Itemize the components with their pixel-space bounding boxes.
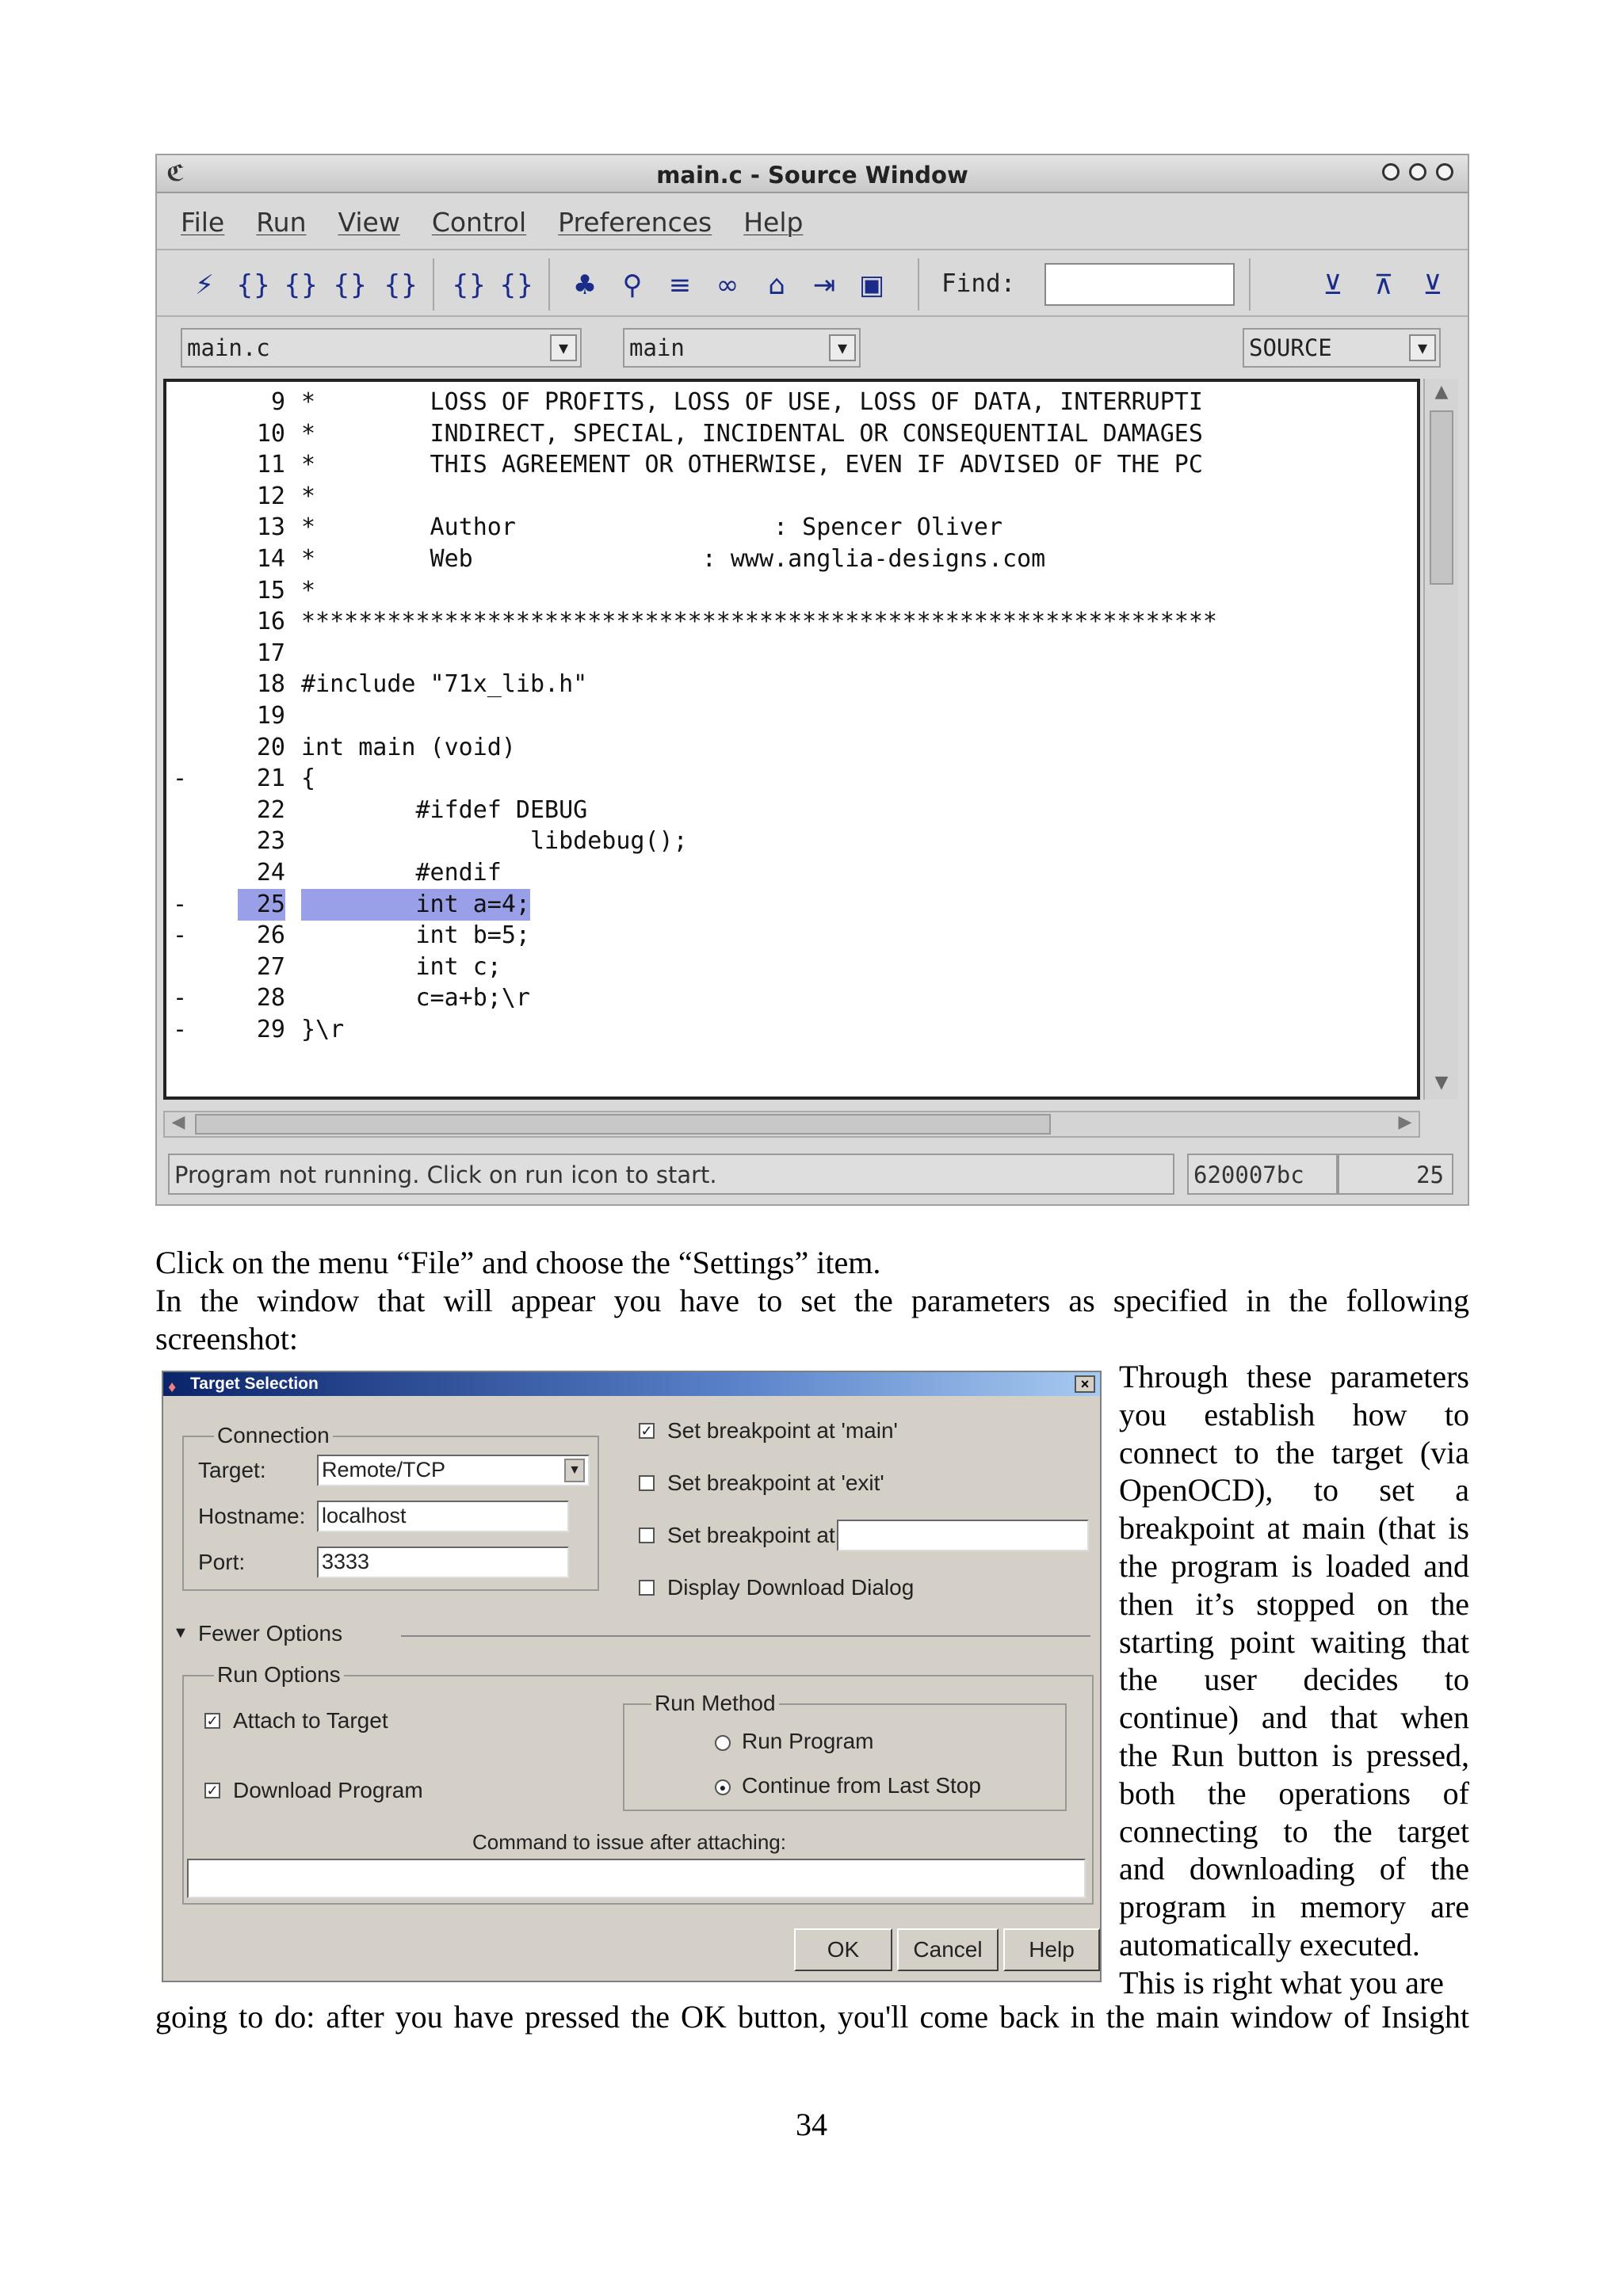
side-text-line: OpenOCD), to set a	[1119, 1472, 1469, 1508]
code-line[interactable]	[166, 857, 1419, 889]
status-address: 620007bc	[1187, 1154, 1338, 1195]
line-number: 27	[256, 952, 285, 981]
run-program-label: Run Program	[742, 1729, 874, 1753]
watch-icon[interactable]: ⚲	[622, 269, 643, 301]
file-combo-value: main.c	[187, 334, 270, 361]
code-text: * THIS AGREEMENT OR OTHERWISE, EVEN IF ADVISED OF THE PC	[301, 451, 1203, 479]
menu-run[interactable]: Run	[256, 206, 307, 238]
line-number: 20	[256, 733, 285, 761]
continue-last-stop-label: Continue from Last Stop	[742, 1773, 981, 1798]
side-text-line: continue) and that when	[1119, 1699, 1469, 1736]
help-button[interactable]: Help	[1003, 1928, 1100, 1971]
title-bar	[157, 155, 1468, 193]
breakpoint-marker[interactable]: -	[173, 890, 188, 918]
set-breakpoint-main-label: Set breakpoint at 'main'	[667, 1418, 898, 1443]
line-number: 14	[256, 545, 285, 573]
window-controls	[1382, 163, 1453, 181]
side-text-line: connecting to the target	[1119, 1813, 1469, 1849]
side-text-line: the Run button is pressed,	[1119, 1737, 1469, 1773]
code-line[interactable]	[166, 889, 1419, 921]
instruction-text: going to do: after you have pressed the OK button, you'll come back in the main window of Insight	[155, 1999, 1469, 2035]
menu-control[interactable]: Control	[431, 206, 527, 238]
side-text-line: then it’s stopped on the	[1119, 1585, 1469, 1622]
finish-icon[interactable]: {}	[333, 269, 368, 301]
code-text: int a=4;	[301, 889, 530, 921]
toolbar-separator	[1249, 258, 1251, 311]
code-line[interactable]	[166, 1014, 1419, 1046]
code-line[interactable]	[166, 700, 1419, 732]
code-line[interactable]	[166, 920, 1419, 952]
attach-to-target-label: Attach to Target	[233, 1708, 388, 1733]
line-number: 29	[256, 1016, 285, 1043]
set-breakpoint-at-checkbox[interactable]	[639, 1527, 655, 1543]
side-text-line: and downloading of the	[1119, 1851, 1469, 1887]
code-line[interactable]	[166, 449, 1419, 481]
line-number: 21	[256, 765, 285, 793]
source-code-pane[interactable]	[163, 379, 1420, 1100]
code-text: int c;	[301, 952, 502, 981]
scroll-thumb[interactable]	[195, 1114, 1051, 1135]
maximize-icon[interactable]	[1409, 163, 1426, 181]
scroll-left-icon[interactable]: ◀	[171, 1112, 185, 1132]
hostname-field[interactable]: localhost	[317, 1501, 569, 1532]
side-text-line: the program is loaded and	[1119, 1548, 1469, 1584]
bottom-frame-icon[interactable]: ⊻	[1423, 269, 1443, 301]
code-text: int b=5;	[301, 921, 530, 950]
home-icon[interactable]: ⌂	[768, 269, 785, 301]
port-field[interactable]: 3333	[317, 1547, 569, 1578]
code-text: * Author : Spencer Oliver	[301, 513, 1003, 542]
line-number: 18	[256, 670, 285, 699]
code-text: c=a+b;\r	[301, 984, 530, 1013]
instruction-text: In the window that will appear you have to set the parameters as specified in the following	[155, 1283, 1469, 1318]
registers-icon[interactable]: ≡	[668, 269, 692, 301]
line-number: 23	[256, 827, 285, 856]
code-text: {	[301, 765, 316, 793]
display-download-checkbox[interactable]	[639, 1580, 655, 1596]
app-icon: ℭ	[166, 160, 185, 186]
code-line[interactable]	[166, 826, 1419, 857]
menu-help[interactable]: Help	[743, 206, 804, 238]
side-text-line: the user decides to	[1119, 1661, 1469, 1698]
code-text: libdebug();	[301, 827, 688, 856]
menu-file[interactable]: File	[181, 206, 225, 238]
find-input[interactable]	[1044, 263, 1235, 306]
status-bar	[157, 1147, 1468, 1199]
instruction-text: screenshot:	[155, 1321, 298, 1356]
download-program-checkbox[interactable]: ✓	[204, 1783, 220, 1798]
code-line[interactable]	[166, 795, 1419, 826]
minimize-icon[interactable]	[1382, 163, 1400, 181]
step-icon[interactable]: {}	[236, 269, 271, 301]
breakpoint-location-field[interactable]	[837, 1520, 1089, 1551]
set-breakpoint-at-label: Set breakpoint at	[667, 1523, 835, 1547]
side-text-line: automatically executed.	[1119, 1927, 1420, 1962]
code-line[interactable]	[166, 732, 1419, 764]
chevron-down-icon[interactable]: ▼	[829, 334, 856, 361]
memory-icon[interactable]: ∞	[716, 269, 739, 301]
code-line[interactable]	[166, 512, 1419, 543]
line-number: 15	[256, 576, 285, 605]
display-download-label: Display Download Dialog	[667, 1575, 915, 1600]
close-icon[interactable]: ×	[1075, 1375, 1095, 1393]
side-text-line: program in memory are	[1119, 1889, 1469, 1925]
side-text-line: both the operations of	[1119, 1775, 1469, 1811]
page-number: 34	[796, 2107, 827, 2142]
toolbar-separator	[433, 258, 434, 311]
chevron-down-icon[interactable]: ▼	[550, 334, 577, 361]
dialog-title-bar	[163, 1372, 1100, 1396]
command-field[interactable]	[187, 1859, 1086, 1898]
code-text: #ifdef DEBUG	[301, 795, 588, 824]
scroll-down-icon[interactable]: ▼	[1434, 1073, 1449, 1093]
target-selection-dialog	[162, 1371, 1102, 1982]
breakpoint-marker[interactable]: -	[173, 921, 188, 950]
hostname-label: Hostname:	[198, 1504, 306, 1528]
breakpoint-marker[interactable]: -	[173, 1016, 188, 1043]
toolbar	[157, 252, 1468, 317]
up-icon[interactable]: ⇥	[812, 269, 836, 301]
toolbar-separator	[548, 258, 550, 311]
side-text-line: connect to the target (via	[1119, 1434, 1469, 1470]
code-text: ****************************************************************	[301, 608, 1217, 636]
next-icon[interactable]: {}	[284, 269, 319, 301]
status-message: Program not running. Click on run icon to start.	[168, 1154, 1174, 1195]
code-line[interactable]	[166, 952, 1419, 983]
code-line[interactable]	[166, 669, 1419, 700]
mode-combo-value: SOURCE	[1249, 334, 1332, 361]
target-select[interactable]	[317, 1455, 590, 1486]
line-number: 13	[256, 513, 285, 542]
app-icon: ♦	[168, 1379, 177, 1396]
line-number: 26	[256, 921, 285, 950]
menu-preferences[interactable]: Preferences	[558, 206, 712, 238]
code-text: #endif	[301, 859, 502, 887]
function-combo-value: main	[629, 334, 685, 361]
chevron-down-icon[interactable]: ▼	[1409, 334, 1436, 361]
toolbar-separator	[918, 258, 919, 311]
console-icon[interactable]: ▣	[858, 269, 885, 301]
line-number: 22	[256, 795, 285, 824]
attach-to-target-checkbox[interactable]: ✓	[204, 1713, 220, 1729]
connection-label: Connection	[214, 1423, 333, 1448]
side-text-line: you establish how to	[1119, 1396, 1469, 1432]
code-text: * INDIRECT, SPECIAL, INCIDENTAL OR CONSEQUENTIAL DAMAGES	[301, 419, 1203, 448]
collapse-triangle-icon[interactable]: ▼	[173, 1624, 189, 1642]
run-method-label: Run Method	[651, 1691, 779, 1716]
code-line[interactable]	[166, 982, 1419, 1014]
window-title: main.c - Source Window	[656, 162, 968, 189]
dialog-title: Target Selection	[190, 1375, 319, 1393]
source-window	[155, 154, 1469, 1206]
code-line[interactable]	[166, 638, 1419, 669]
code-line[interactable]	[166, 763, 1419, 795]
code-text: * LOSS OF PROFITS, LOSS OF USE, LOSS OF DATA, INTERRUPTI	[301, 388, 1203, 416]
set-breakpoint-main-checkbox[interactable]: ✓	[639, 1423, 655, 1439]
stack-icon[interactable]: ♣	[572, 269, 598, 301]
command-label: Command to issue after attaching:	[472, 1830, 786, 1854]
breakpoint-marker[interactable]: -	[173, 984, 188, 1013]
line-number: 24	[256, 859, 285, 887]
nexti-icon[interactable]: {}	[499, 269, 534, 301]
port-label: Port:	[198, 1550, 246, 1574]
instruction-text: Click on the menu “File” and choose the “Settings” item.	[155, 1245, 881, 1280]
target-select-value: Remote/TCP	[322, 1458, 446, 1482]
run-options-label: Run Options	[214, 1662, 344, 1688]
code-text: *	[301, 482, 316, 510]
cancel-button[interactable]: Cancel	[897, 1928, 999, 1971]
code-text: }\r	[301, 1016, 345, 1043]
code-line[interactable]	[166, 481, 1419, 513]
function-combo[interactable]	[623, 328, 861, 368]
divider	[401, 1635, 1090, 1637]
run-program-radio[interactable]	[715, 1735, 731, 1751]
breakpoint-marker[interactable]: -	[173, 765, 188, 793]
code-line[interactable]	[166, 387, 1419, 418]
stepi-icon[interactable]: {}	[452, 269, 487, 301]
continue-icon[interactable]: {}	[384, 269, 418, 301]
code-text: *	[301, 576, 316, 605]
file-combo[interactable]	[181, 328, 582, 368]
target-label: Target:	[198, 1458, 266, 1482]
download-program-label: Download Program	[233, 1778, 423, 1802]
menu-view[interactable]: View	[338, 206, 400, 238]
vertical-scrollbar[interactable]	[1423, 379, 1458, 1100]
horizontal-scrollbar[interactable]	[163, 1111, 1420, 1138]
code-line[interactable]	[166, 606, 1419, 638]
code-text: int main (void)	[301, 733, 516, 761]
continue-last-stop-radio[interactable]: ●	[715, 1779, 731, 1795]
down-frame-icon[interactable]: ⊻	[1323, 269, 1343, 301]
line-number: 16	[256, 608, 285, 636]
find-label: Find:	[941, 269, 1016, 298]
run-icon[interactable]: ⚡	[195, 269, 214, 301]
side-text-line: This is right what you are	[1119, 1964, 1444, 2000]
side-text-line: starting point waiting that	[1119, 1623, 1469, 1660]
set-breakpoint-exit-label: Set breakpoint at 'exit'	[667, 1470, 884, 1495]
selector-bar	[157, 318, 1468, 374]
scroll-up-icon[interactable]: ▲	[1434, 382, 1449, 402]
code-line[interactable]	[166, 543, 1419, 575]
fewer-options-toggle[interactable]: Fewer Options	[198, 1621, 343, 1646]
scroll-thumb[interactable]	[1430, 410, 1453, 585]
scroll-right-icon[interactable]: ▶	[1398, 1112, 1412, 1132]
code-line[interactable]	[166, 418, 1419, 450]
code-line[interactable]	[166, 575, 1419, 607]
code-text: #include "71x_lib.h"	[301, 670, 588, 699]
menu-bar	[157, 195, 1468, 250]
line-number: 10	[256, 419, 285, 448]
line-number: 11	[256, 451, 285, 479]
line-number: 28	[256, 984, 285, 1013]
side-text-line: Through these parameters	[1119, 1359, 1469, 1394]
line-number: 25	[238, 889, 285, 921]
mode-combo[interactable]	[1243, 328, 1441, 368]
status-line-number: 25	[1338, 1154, 1453, 1195]
set-breakpoint-exit-checkbox[interactable]	[639, 1475, 655, 1491]
close-icon[interactable]	[1436, 163, 1453, 181]
up-frame-icon[interactable]: ⊼	[1373, 269, 1394, 301]
ok-button[interactable]: OK	[794, 1928, 892, 1971]
line-number: 17	[256, 639, 285, 667]
line-number: 12	[256, 482, 285, 510]
line-number: 19	[256, 702, 285, 730]
code-text: * Web : www.anglia-designs.com	[301, 545, 1046, 573]
side-text-line: breakpoint at main (that is	[1119, 1510, 1469, 1547]
line-number: 9	[270, 388, 285, 416]
chevron-down-icon[interactable]: ▼	[564, 1459, 585, 1482]
